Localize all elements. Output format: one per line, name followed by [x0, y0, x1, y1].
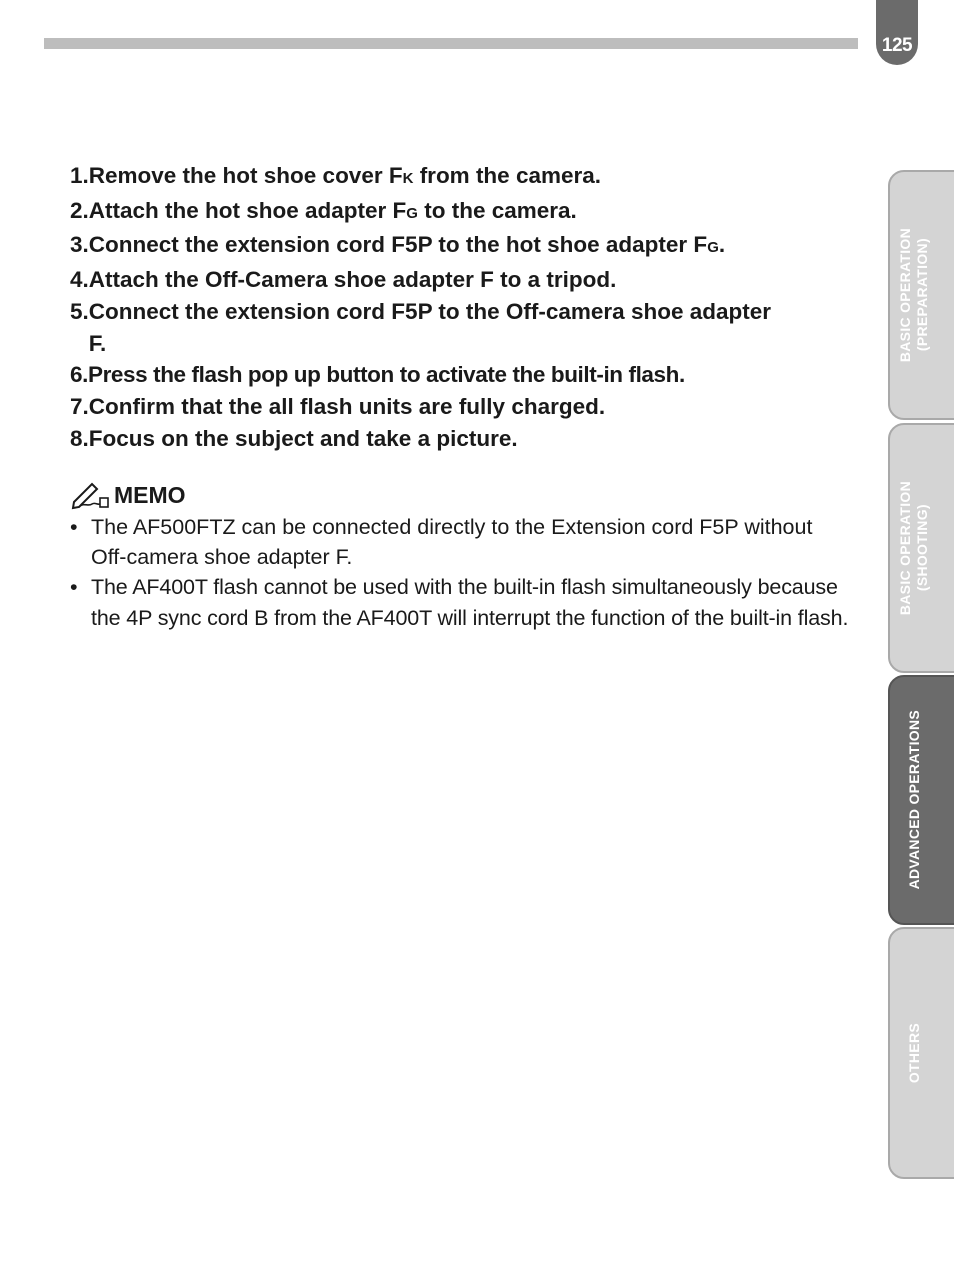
- step-3: 3. Connect the extension cord F5P to the hot shoe adapter FG.: [70, 232, 726, 258]
- memo-list: [70, 512, 870, 633]
- tab-label: OTHERS: [905, 1022, 922, 1084]
- bullet: •: [70, 515, 78, 539]
- step-7: 7. Confirm that the all flash units are fully charged.: [70, 393, 606, 419]
- step-4: 4. Attach the Off-Camera shoe adapter F to a tripod.: [70, 267, 617, 293]
- bullet: •: [70, 575, 78, 600]
- memo-section: [70, 478, 870, 633]
- memo-item: • The AF400T flash cannot be used with the built-in flash simultaneously because the 4P sync cord B from the AF400T will interrupt the function of the built-in flash.: [70, 572, 870, 632]
- memo-item: • The AF500FTZ can be connected directly to the Extension cord F5P without Off-camera shoe adapter F.: [70, 512, 870, 572]
- step-6: 6. Press the flash pop up button to activate the built-in flash.: [70, 362, 685, 388]
- step-8: 8. Focus on the subject and take a picture.: [70, 425, 518, 451]
- tab-advanced-operations[interactable]: [888, 675, 954, 925]
- procedure-steps: [70, 160, 860, 454]
- tab-basic-operation-shooting[interactable]: [888, 423, 954, 673]
- pencil-writing-icon: [70, 480, 110, 510]
- step-5: 5. Connect the extension cord F5P to the Off-camera shoe adapter F.: [70, 298, 771, 356]
- memo-title: MEMO: [114, 481, 186, 508]
- tab-basic-operation-preparation[interactable]: [888, 170, 954, 420]
- tab-label: BASIC OPERATION (PREPARATION): [897, 227, 930, 363]
- tab-label: ADVANCED OPERATIONS: [905, 710, 922, 890]
- step-1: 1. Remove the hot shoe cover FK from the camera.: [70, 163, 602, 188]
- step-2: 2. Attach the hot shoe adapter FG to the camera.: [70, 197, 577, 223]
- memo-heading: [70, 478, 870, 512]
- tab-label: BASIC OPERATION (SHOOTING): [897, 480, 930, 616]
- tab-others[interactable]: [888, 927, 954, 1179]
- page-number: 125: [881, 35, 913, 56]
- page-number-tab: [876, 0, 918, 65]
- header-rule: [44, 38, 858, 49]
